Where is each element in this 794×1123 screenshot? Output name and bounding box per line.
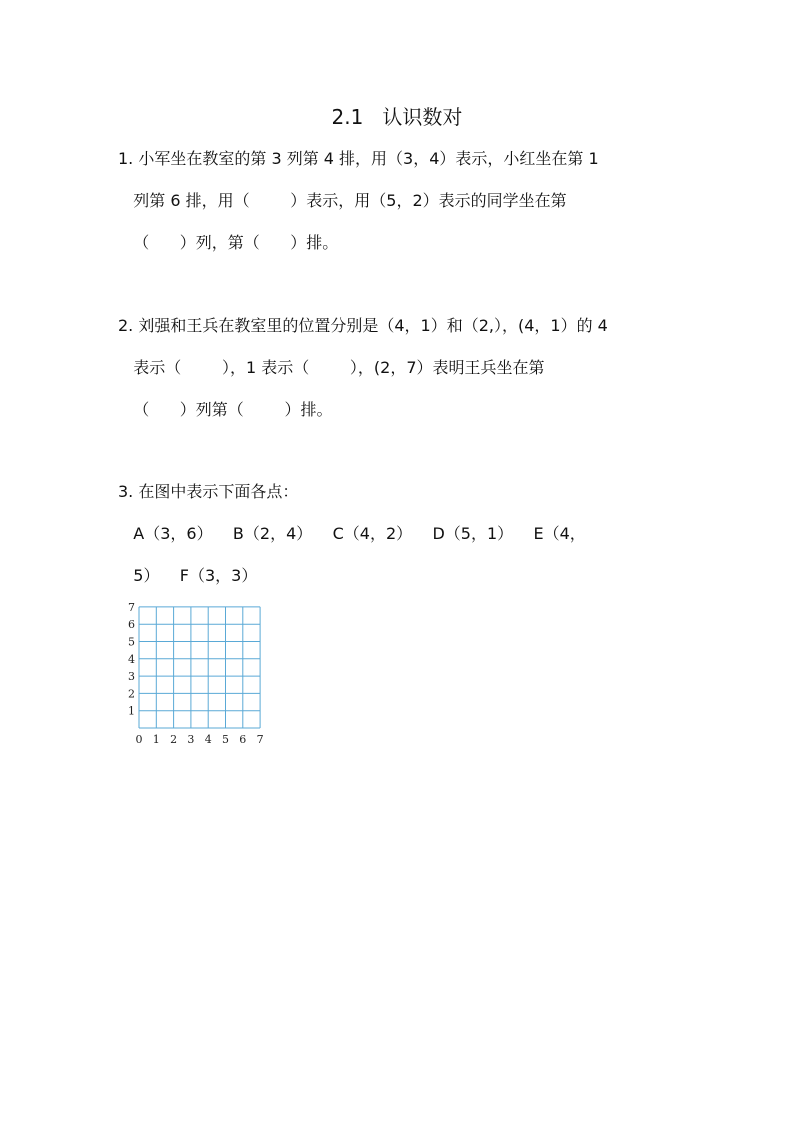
y-axis-tick-label: 4 bbox=[128, 652, 135, 666]
y-axis-tick-label: 3 bbox=[128, 670, 135, 684]
y-axis-tick-label: 7 bbox=[128, 600, 135, 614]
x-axis-tick-label: 2 bbox=[170, 733, 178, 746]
y-axis-tick-label: 1 bbox=[128, 704, 135, 718]
question-3-line-2: A（3，6） B（2，4） C（4，2） D（5，1） E（4， bbox=[118, 524, 586, 543]
x-axis-tick-label: 0 bbox=[135, 733, 143, 746]
x-axis-tick-label: 5 bbox=[222, 733, 229, 746]
y-axis-tick-label: 6 bbox=[128, 618, 135, 632]
question-2-line-3: （ ）列第（ ）排。 bbox=[118, 400, 333, 419]
coordinate-grid[interactable] bbox=[124, 600, 274, 750]
y-axis-tick-label: 5 bbox=[128, 635, 135, 649]
x-axis-tick-label: 4 bbox=[204, 733, 212, 746]
x-axis-tick-label: 3 bbox=[187, 733, 195, 746]
question-3-line-1: 3. 在图中表示下面各点： bbox=[118, 482, 299, 501]
y-axis-tick-label: 2 bbox=[128, 687, 135, 701]
x-axis-tick-label: 6 bbox=[239, 733, 247, 746]
question-3-line-3: 5） F（3，3） bbox=[118, 566, 258, 585]
question-1-line-2: 列第 6 排，用（ ）表示，用（5，2）表示的同学坐在第 bbox=[118, 191, 567, 210]
x-axis-tick-label: 7 bbox=[256, 733, 264, 746]
x-axis-tick-label: 1 bbox=[152, 733, 160, 746]
question-1-line-1: 1. 小军坐在教室的第 3 列第 4 排，用（3，4）表示，小红坐在第 1 bbox=[118, 149, 599, 168]
coordinate-grid-svg bbox=[124, 600, 274, 750]
question-1-line-3: （ ）列，第（ ）排。 bbox=[118, 233, 339, 252]
question-2-line-1: 2. 刘强和王兵在教室里的位置分别是（4，1）和（2,），(4，1）的 4 bbox=[118, 316, 608, 335]
worksheet-title: 2.1 认识数对 bbox=[331, 105, 463, 129]
question-2-line-2: 表示（ ），1 表示（ ），(2，7）表明王兵坐在第 bbox=[118, 358, 545, 377]
